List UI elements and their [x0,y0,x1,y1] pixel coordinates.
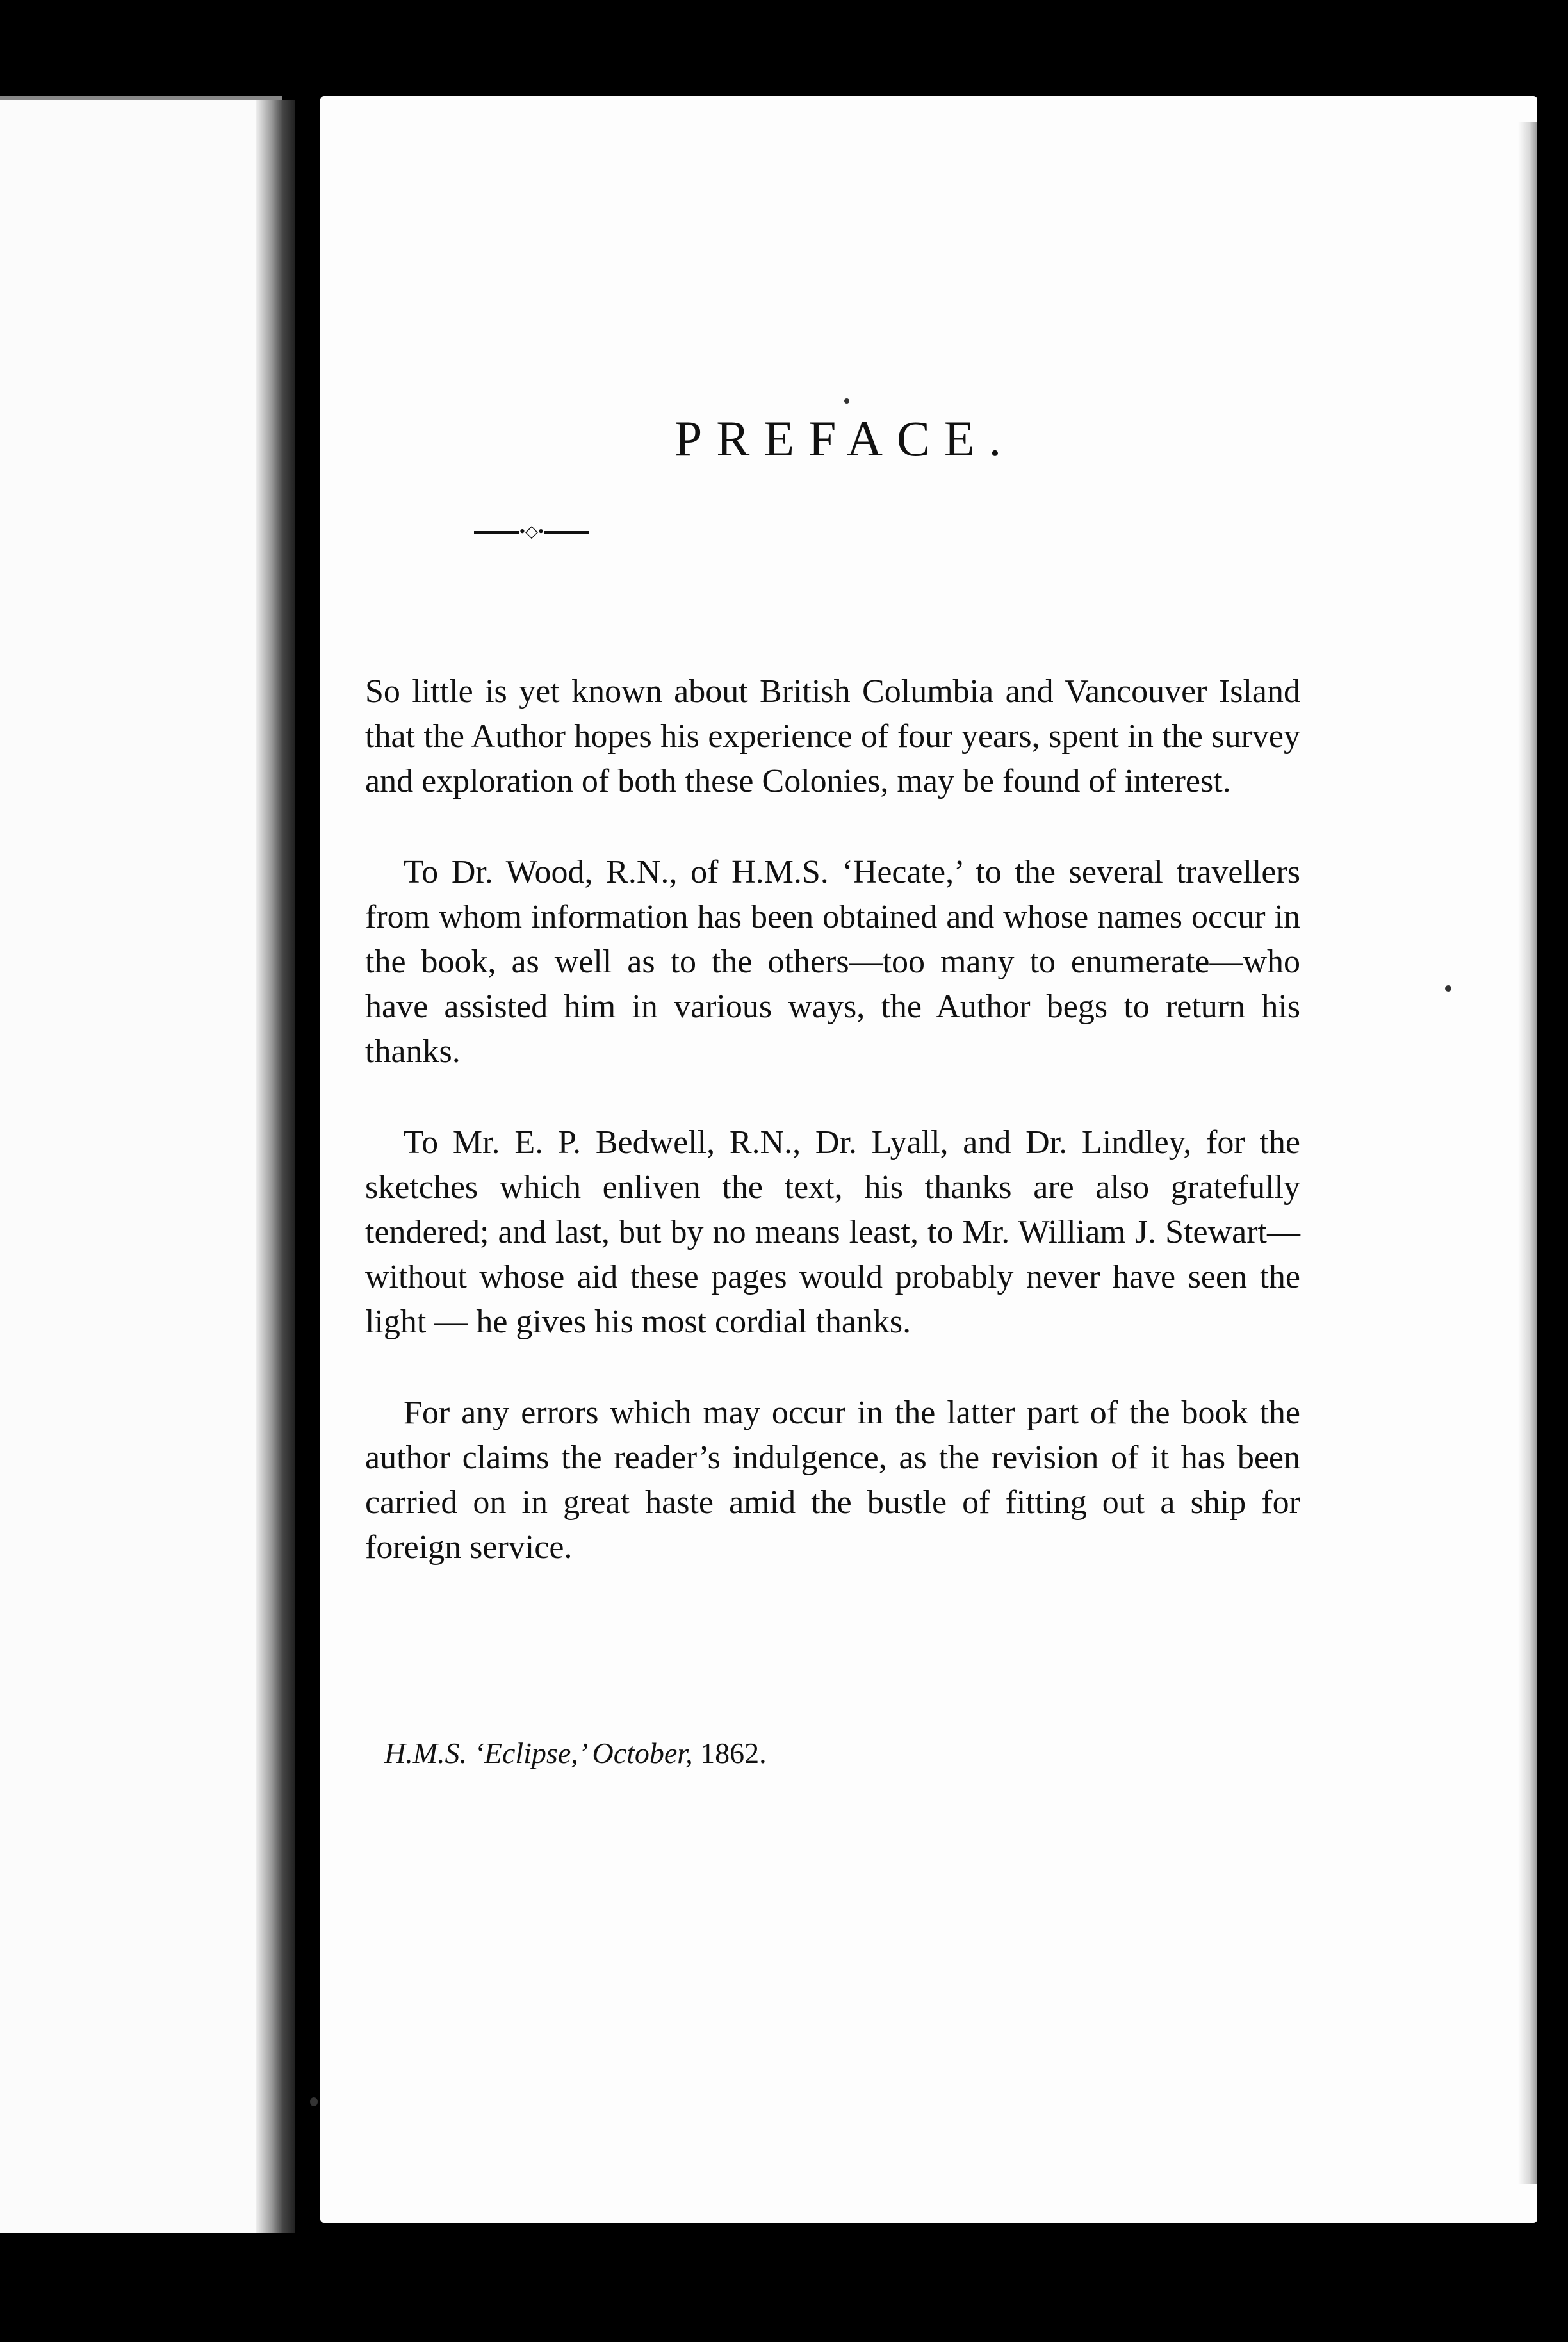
page-title: PREFACE. [674,411,1016,466]
paper-speck [310,2097,318,2106]
signature-place: H.M.S. ‘Eclipse,’ October, [384,1737,693,1769]
signature-year: 1862. [700,1737,767,1769]
paragraph-2: To Dr. Wood, R.N., of H.M.S. ‘Hecate,’ to the several travellers from whom information has been obtained and whose names occur in the book, as well as to the others—too many to enumerate—who have assisted him in various ways, the Author begs to return his thanks. [365,854,1300,1070]
paper-speck [844,398,849,404]
paragraph-3: To Mr. E. P. Bedwell, R.N., Dr. Lyall, and Dr. Lindley, for the sketches which enliven the text, his thanks are also gratefully tendered; and last, but by no means least, to Mr. William J. Stewart—without whose aid these pages would probably never have seen the light — he gives his most cordial thanks. [365,1124,1300,1340]
paragraph-4: For any errors which may occur in the latter part of the book the author claims the reader’s indulgence, as the revision of it has been carried on in great haste amid the bustle of fitting out a ship for foreign service. [365,1395,1300,1566]
ornament: •◇• [519,522,544,541]
signature-line [384,1736,767,1770]
paragraph-1: So little is yet known about British Columbia and Vancouver Island that the Author hopes his experience of four years, spent in the survey and exploration of both these Colonies, may be found of interest. [365,673,1300,799]
title-ornament-rule [474,522,589,541]
paper-speck [1445,985,1451,992]
preface-body [365,669,1300,1616]
